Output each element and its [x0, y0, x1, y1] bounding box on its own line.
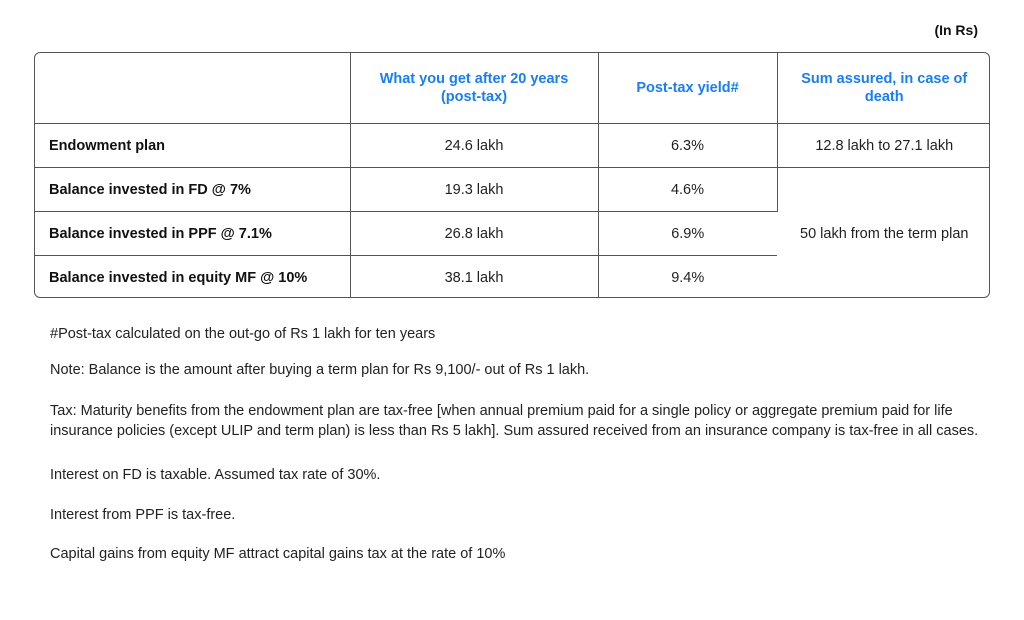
header-blank: [35, 53, 350, 124]
equity-note: Capital gains from equity MF attract capital gains tax at the rate of 10%: [50, 546, 506, 562]
header-yield: Post-tax yield#: [598, 53, 777, 124]
amount-cell: 24.6 lakh: [350, 124, 598, 168]
amount-cell: 26.8 lakh: [350, 212, 598, 256]
table-row: [35, 124, 990, 168]
table-row: [35, 168, 990, 212]
row-label: Balance invested in FD @ 7%: [35, 168, 350, 212]
footnote: #Post-tax calculated on the out-go of Rs 1 lakh for ten years: [50, 326, 436, 342]
tax-note: Tax: Maturity benefits from the endowment plan are tax-free [when annual premium paid for a single policy or aggregate premium paid for life insurance policies (except ULIP and term plan) is less than Rs 5 lakh]. Sum assured received from an insurance company is tax-free in all cases.: [50, 403, 979, 439]
comparison-table: [34, 52, 990, 298]
ppf-note: Interest from PPF is tax-free.: [50, 506, 236, 523]
sum-assured-cell: 12.8 lakh to 27.1 lakh: [777, 124, 990, 168]
yield-cell: 6.9%: [598, 212, 777, 256]
yield-cell: 9.4%: [671, 269, 705, 286]
amount-cell: 19.3 lakh: [350, 168, 598, 212]
balance-note: Note: Balance is the amount after buying a term plan for Rs 9,100/- out of Rs 1 lakh.: [50, 361, 590, 378]
yield-cell: 4.6%: [598, 168, 777, 212]
fd-note: Interest on FD is taxable. Assumed tax rate of 30%.: [50, 467, 381, 483]
row-label: Endowment plan: [35, 124, 350, 168]
row-label: Balance invested in PPF @ 7.1%: [35, 212, 350, 256]
amount-cell: 38.1 lakh: [350, 256, 598, 299]
row-label: Balance invested in equity MF @ 10%: [35, 256, 350, 299]
header-sum-assured: Sum assured, in case of death: [777, 53, 990, 124]
merged-sum-assured-cell: 50 lakh from the term plan: [777, 168, 990, 299]
unit-label: (In Rs): [934, 22, 978, 38]
header-amount: What you get after 20 years (post-tax): [350, 53, 598, 124]
yield-cell: 6.3%: [598, 124, 777, 168]
notes-section: [50, 325, 990, 565]
